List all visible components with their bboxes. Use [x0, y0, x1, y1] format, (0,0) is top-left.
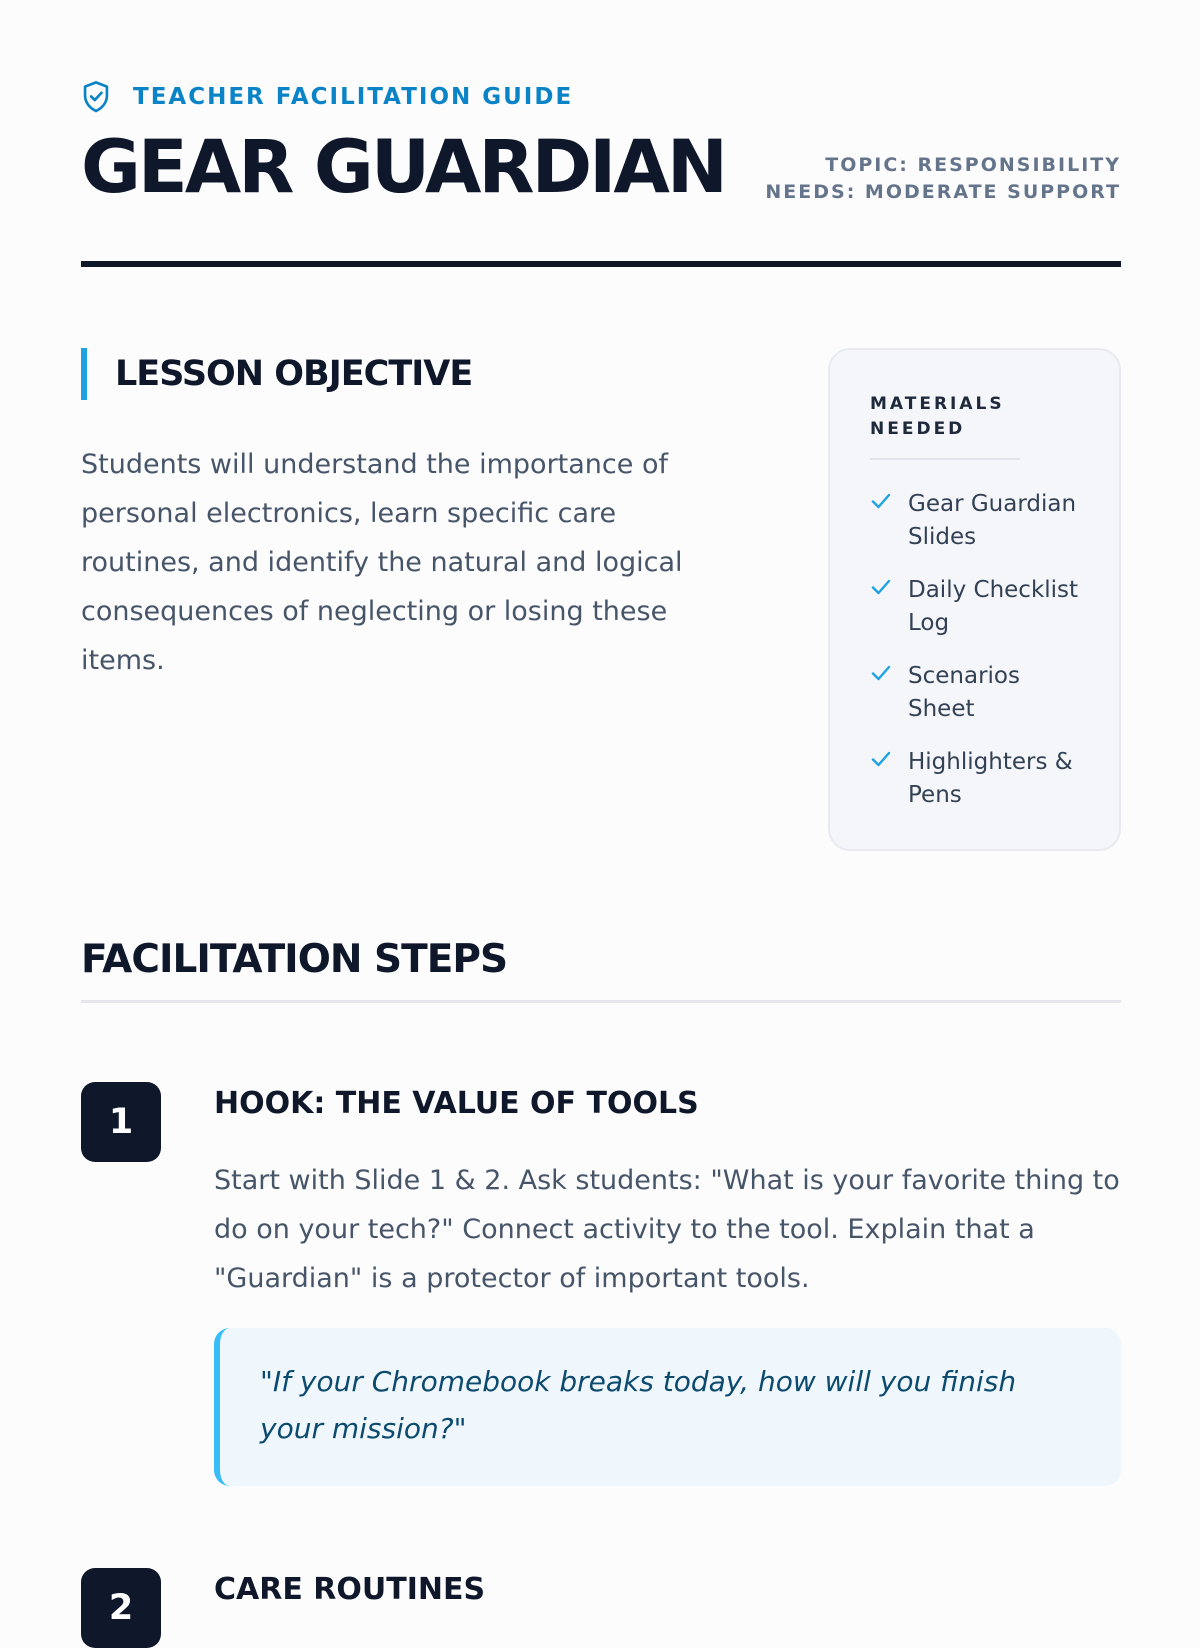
- shield-check-icon: [81, 80, 111, 114]
- header-divider: [81, 261, 1121, 267]
- materials-card: [828, 348, 1121, 851]
- topic-label: TOPIC: RESPONSIBILITY: [825, 154, 1121, 176]
- check-icon: [870, 748, 892, 770]
- needs-label: NEEDS: MODERATE SUPPORT: [765, 181, 1121, 203]
- step-number-badge: 2: [81, 1568, 161, 1648]
- materials-list: [870, 488, 1079, 812]
- lesson-meta: [765, 152, 1121, 206]
- materials-heading: MATERIALS NEEDED: [870, 392, 1020, 460]
- check-icon: [870, 576, 892, 598]
- material-label: Gear Guardian Slides: [908, 491, 1077, 550]
- step-title: HOOK: THE VALUE OF TOOLS: [214, 1086, 699, 1121]
- material-label: Daily Checklist Log: [908, 577, 1079, 636]
- materials-list-item: [870, 660, 1079, 726]
- check-icon: [870, 490, 892, 512]
- steps-heading: FACILITATION STEPS: [81, 937, 508, 982]
- steps-divider: [81, 1000, 1121, 1003]
- materials-list-item: [870, 574, 1079, 640]
- objective-accent-bar: [81, 348, 87, 400]
- material-label: Highlighters & Pens: [908, 749, 1073, 808]
- page-title: GEAR GUARDIAN: [81, 125, 725, 210]
- objective-body: Students will understand the importance of personal electronics, learn specific care routines, and identify the natural and logical consequences of neglecting or losing these items.: [81, 449, 683, 676]
- step-title: CARE ROUTINES: [214, 1572, 486, 1607]
- materials-list-item: [870, 488, 1079, 554]
- eyebrow-label: TEACHER FACILITATION GUIDE: [133, 84, 574, 110]
- materials-list-item: [870, 746, 1079, 812]
- guide-eyebrow: [81, 80, 573, 114]
- objective-heading: [81, 348, 472, 400]
- check-icon: [870, 662, 892, 684]
- step-quote: "If your Chromebook breaks today, how will you finish your mission?": [214, 1328, 1121, 1486]
- objective-heading-text: LESSON OBJECTIVE: [115, 354, 473, 394]
- material-label: Scenarios Sheet: [908, 663, 1020, 722]
- step-body: Start with Slide 1 & 2. Ask students: "What is your favorite thing to do on your tech?" Connect activity to the tool. Explain that a "Guardian" is a protector of important tools.: [214, 1165, 1120, 1294]
- step-number-badge: 1: [81, 1082, 161, 1162]
